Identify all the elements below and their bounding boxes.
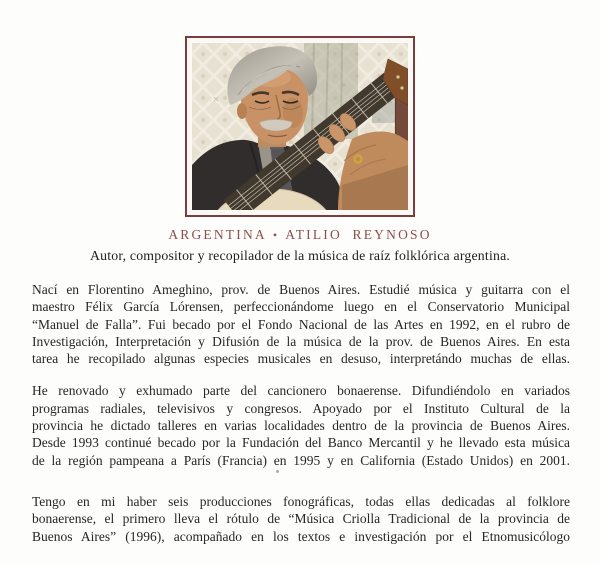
paragraph <box>32 382 570 468</box>
text-line: bonaerense, el primero lleva el rótulo de “Música Criolla Tradicional de la provincia de <box>32 511 570 527</box>
artist-name: ATILIO REYNOSO <box>285 227 432 242</box>
text-line: Nací en Florentino Ameghino, prov. de Buenos Aires. Estudié música y guitarra con el <box>32 282 570 297</box>
text-line: “Manuel de Falla”. Fui becado por el Fondo Nacional de las Artes en 1992, en el rubro de <box>32 316 570 332</box>
text-line: tarea he recopilado algunas especies musicales en desuso, interpretándo muchas de ellas. <box>32 351 570 367</box>
portrait-photo <box>192 43 408 210</box>
text-line: Buenos Aires” (1996), acompañado en los textos e investigación por el Etnomusicólogo <box>32 528 570 544</box>
text-line: Investigación, Interpretación y Difusión de la música de la prov. de Buenos Aires. En esta <box>32 333 570 349</box>
text-line: maestro Félix García Lórensen, perfeccionándome luego en el Conservatorio Municipal <box>32 299 570 315</box>
country-label: ARGENTINA <box>168 227 267 242</box>
text-line: Desde 1993 continué becado por la Fundación del Banco Mercantil y he llevado esta música <box>32 435 570 451</box>
bullet-separator: • <box>272 228 280 242</box>
paragraph <box>32 281 570 367</box>
text-line: He renovado y exhumado parte del cancionero bonaerense. Difundiéndolo en variados <box>32 383 570 399</box>
paragraph <box>32 493 570 545</box>
portrait-photo-frame <box>185 36 415 217</box>
subtitle: Autor, compositor y recopilador de la música de raíz folklórica argentina. <box>89 248 511 263</box>
page-title <box>0 227 600 243</box>
biography-text <box>32 281 570 545</box>
stray-ink-dot <box>276 470 279 473</box>
text-line: Tengo en mi haber seis producciones fonográficas, todas ellas dedicadas al folklore <box>32 493 570 509</box>
text-line: programas radiales, televisivos y congresos. Apoyado por el Instituto Cultural de la <box>32 400 570 416</box>
sepia-tint <box>192 43 408 210</box>
text-line: provincia he dictado talleres en varias localidades dentro de la provincia de Buenos Aires. <box>32 418 570 434</box>
text-line: de la región pampeana a París (Francia) en 1995 y en California (Estado Unidos) en 2001. <box>32 452 570 468</box>
